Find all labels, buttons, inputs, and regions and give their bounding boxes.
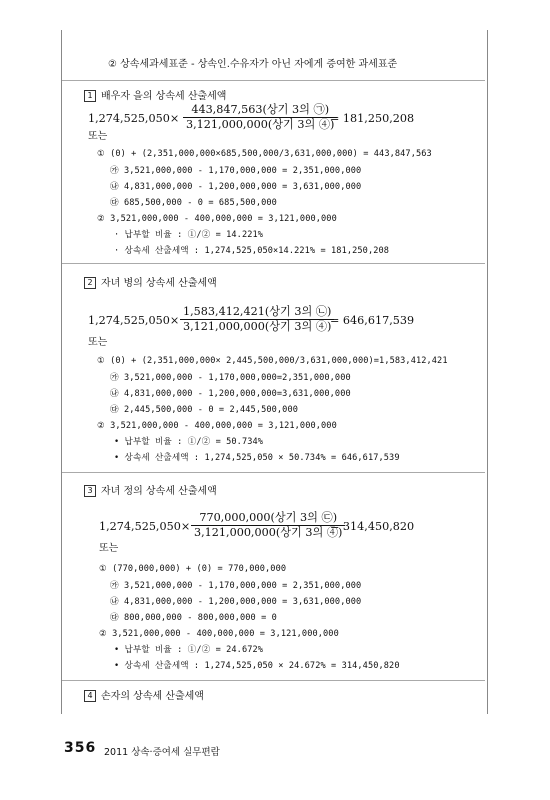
ratio-line: • 납부할 비율 : ①/② = 50.734%	[114, 437, 264, 447]
tax-line: • 상속세 산출세액 : 1,274,525,050 × 50.734% = 646,617,539	[114, 453, 400, 463]
calc-line: ② 3,521,000,000 - 400,000,000 = 3,121,000,000	[97, 421, 337, 431]
calc-line: ① (0) + (2,351,000,000× 2,445,500,000/3,631,000,000)=1,583,412,421	[97, 356, 448, 366]
or-label: 또는	[88, 131, 108, 142]
or-label: 또는	[88, 337, 108, 348]
calc-line: ㉮ 3,521,000,000 - 1,170,000,000=2,351,000,000	[110, 373, 351, 383]
formula-multiplier: 1,274,525,050×	[99, 520, 191, 533]
calc-line: ② 3,521,000,000 - 400,000,000 = 3,121,000,000	[99, 629, 339, 639]
calc-line: ㉮ 3,521,000,000 - 1,170,000,000 = 2,351,000,000	[110, 581, 362, 591]
or-label: 또는	[99, 543, 119, 554]
calc-line: ㉰ 685,500,000 - 0 = 685,500,000	[110, 198, 277, 208]
section-4-title	[84, 690, 204, 703]
formula-fraction	[183, 103, 337, 132]
fraction-denominator: 3,121,000,000(상기 3의 ④)	[194, 526, 343, 539]
formula-multiplier: 1,274,525,050×	[88, 112, 180, 125]
calc-line: ㉰ 2,445,500,000 - 0 = 2,445,500,000	[110, 405, 299, 415]
section-title-text: 손자의 상속세 산출세액	[101, 691, 204, 702]
section-3-title	[84, 485, 217, 498]
calc-line: ② 3,521,000,000 - 400,000,000 = 3,121,000,000	[97, 214, 337, 224]
formula-result: = 181,250,208	[330, 112, 415, 125]
divider	[62, 680, 485, 681]
formula-result: = 314,450,820	[330, 520, 415, 533]
divider	[62, 472, 485, 473]
tax-line: • 상속세 산출세액 : 1,274,525,050 × 24.672% = 314,450,820	[114, 661, 400, 671]
section-number-box: 4	[84, 690, 96, 702]
page-heading: ② 상속세과세표준 - 상속인.수유자가 아닌 자에게 증여한 과세표준	[108, 59, 398, 70]
section-1-title	[84, 90, 226, 103]
book-title: 2011 상속·증여세 실무편람	[104, 747, 220, 758]
calc-line: ㉯ 4,831,000,000 - 1,200,000,000 = 3,631,000,000	[110, 182, 362, 192]
formula-result: = 646,617,539	[330, 314, 415, 327]
fraction-numerator: 1,583,412,421(상기 3의 ㉡)	[180, 305, 334, 320]
calc-line: ㉯ 4,831,000,000 - 1,200,000,000 = 3,631,000,000	[110, 597, 362, 607]
section-2-title	[84, 277, 217, 290]
formula-fraction	[180, 305, 334, 334]
calc-line: ㉮ 3,521,000,000 - 1,170,000,000 = 2,351,000,000	[110, 166, 362, 176]
calc-line: ① (770,000,000) + (0) = 770,000,000	[99, 564, 287, 574]
page-number: 356	[64, 740, 97, 756]
fraction-numerator: 443,847,563(상기 3의 ㉠)	[183, 103, 337, 118]
calc-line: ㉯ 4,831,000,000 - 1,200,000,000=3,631,000,000	[110, 389, 351, 399]
divider	[62, 80, 485, 81]
section-title-text: 자녀 정의 상속세 산출세액	[101, 486, 217, 497]
fraction-numerator: 770,000,000(상기 3의 ㉢)	[191, 511, 345, 526]
divider	[62, 263, 485, 264]
section-title-text: 배우자 을의 상속세 산출세액	[101, 91, 227, 102]
section-number-box: 2	[84, 277, 96, 289]
fraction-denominator: 3,121,000,000(상기 3의 ④)	[183, 320, 332, 333]
fraction-denominator: 3,121,000,000(상기 3의 ④)	[186, 118, 335, 131]
calc-line: ㉰ 800,000,000 - 800,000,000 = 0	[110, 613, 277, 623]
ratio-line: · 납부할 비율 : ①/② = 14.221%	[114, 230, 264, 240]
section-number-box: 1	[84, 90, 96, 102]
formula-multiplier: 1,274,525,050×	[88, 314, 180, 327]
formula-fraction	[191, 511, 345, 540]
calc-line: ① (0) + (2,351,000,000×685,500,000/3,631,000,000) = 443,847,563	[97, 149, 432, 159]
section-title-text: 자녀 병의 상속세 산출세액	[101, 278, 217, 289]
tax-line: · 상속세 산출세액 : 1,274,525,050×14.221% = 181,250,208	[114, 246, 390, 256]
ratio-line: • 납부할 비율 : ①/② = 24.672%	[114, 645, 264, 655]
section-number-box: 3	[84, 485, 96, 497]
